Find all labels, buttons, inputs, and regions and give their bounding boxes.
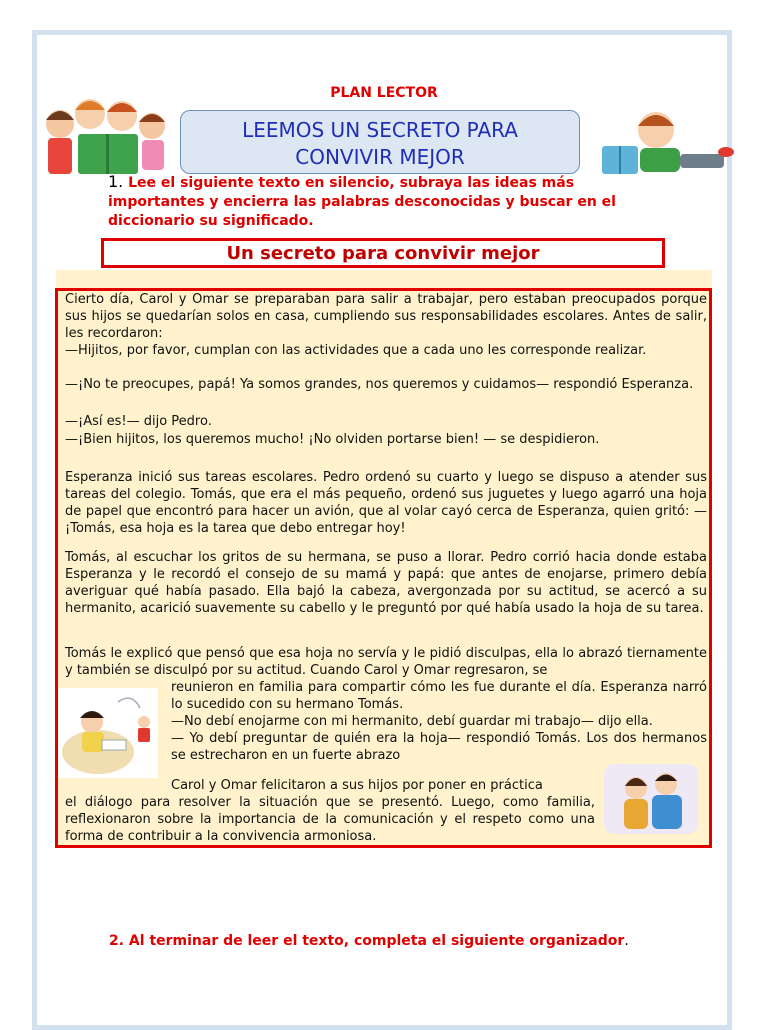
story-paragraph: Tomás le explicó que pensó que esa hoja no servía y le pidió disculpas, ella lo abrazó tiernamente y también se disculpó por su actitud. Cuando Carol y Omar regresaron, se [65, 646, 707, 678]
story-title: Un secreto para convivir mejor [101, 238, 665, 268]
instruction-1-number: 1. [108, 172, 124, 191]
girl-homework-illustration [58, 688, 158, 778]
story-paragraph: —Hijitos, por favor, cumplan con las actividades que a cada uno les corresponde realizar. [65, 343, 647, 358]
story-paragraph: —¡Bien hijitos, los queremos mucho! ¡No olviden portarse bien! — se despidieron. [65, 432, 600, 447]
instruction-1 [108, 172, 668, 231]
family-talking-illustration [604, 764, 698, 834]
page-title-line-2: CONVIVIR MEJOR [295, 145, 465, 169]
plan-lector-heading: PLAN LECTOR [330, 85, 438, 101]
instruction-1-text: Lee el siguiente texto en silencio, subraya las ideas más importantes y encierra las palabras desconocidas y buscar en el diccionario su significado. [108, 175, 616, 229]
story-paragraph: Tomás, al escuchar los gritos de su hermana, se puso a llorar. Pedro corrió hacia donde estaba Esperanza y le recordó el consejo de su mamá y papá: que antes de enojarse, primero debía averiguar qué había pasado. Ella bajó la cabeza, avergonzada por su actitud, se acercó a su hermanito, acarició suavemente su cabello y le preguntó por qué había usado la hoja de su tarea. [65, 550, 707, 616]
instruction-2 [109, 932, 629, 951]
story-paragraph: — Yo debí preguntar de quién era la hoja— respondió Tomás. Los dos hermanos se estrecharon en un fuerte abrazo [171, 731, 707, 763]
story-paragraph: Cierto día, Carol y Omar se preparaban para salir a trabajar, pero estaban preocupados porque sus hijos se quedarían solos en casa, cumpliendo sus responsabilidades escolares. Antes de salir, les recordaron: [65, 292, 707, 341]
story-paragraph: Carol y Omar felicitaron a sus hijos por poner en práctica [171, 778, 543, 793]
cream-strip [56, 270, 712, 288]
story-paragraph: el diálogo para resolver la situación que se presentó. Luego, como familia, reflexionaron sobre la importancia de la comunicación y el respeto como una forma de contribuir a la convivencia armoniosa. [65, 795, 595, 844]
children-reading-illustration [40, 98, 180, 178]
instruction-2-text: 2. Al terminar de leer el texto, completa el siguiente organizador [109, 933, 625, 949]
story-paragraph: —No debí enojarme con mi hermanito, debí guardar mi trabajo— dijo ella. [171, 714, 653, 729]
story-paragraph: —¡No te preocupes, papá! Ya somos grandes, nos queremos y cuidamos— respondió Esperanza. [65, 377, 694, 392]
story-paragraph: —¡Así es!— dijo Pedro. [65, 414, 212, 429]
page-title [180, 110, 580, 174]
instruction-2-period: . [624, 933, 629, 949]
page-title-line-1: LEEMOS UN SECRETO PARA [242, 118, 518, 142]
story-paragraph: reunieron en familia para compartir cómo les fue durante el día. Esperanza narró lo sucedido con su hermano Tomás. [171, 680, 707, 712]
story-paragraph: Esperanza inició sus tareas escolares. Pedro ordenó su cuarto y luego se dispuso a atender sus tareas del colegio. Tomás, que era el más pequeño, ordenó sus juguetes y luego agarró una hoja de papel que encontró para hacer un avión, que al volar cayó cerca de Esperanza, quien gritó: —¡Tomás, esa hoja es la tarea que debo entregar hoy! [65, 470, 707, 536]
